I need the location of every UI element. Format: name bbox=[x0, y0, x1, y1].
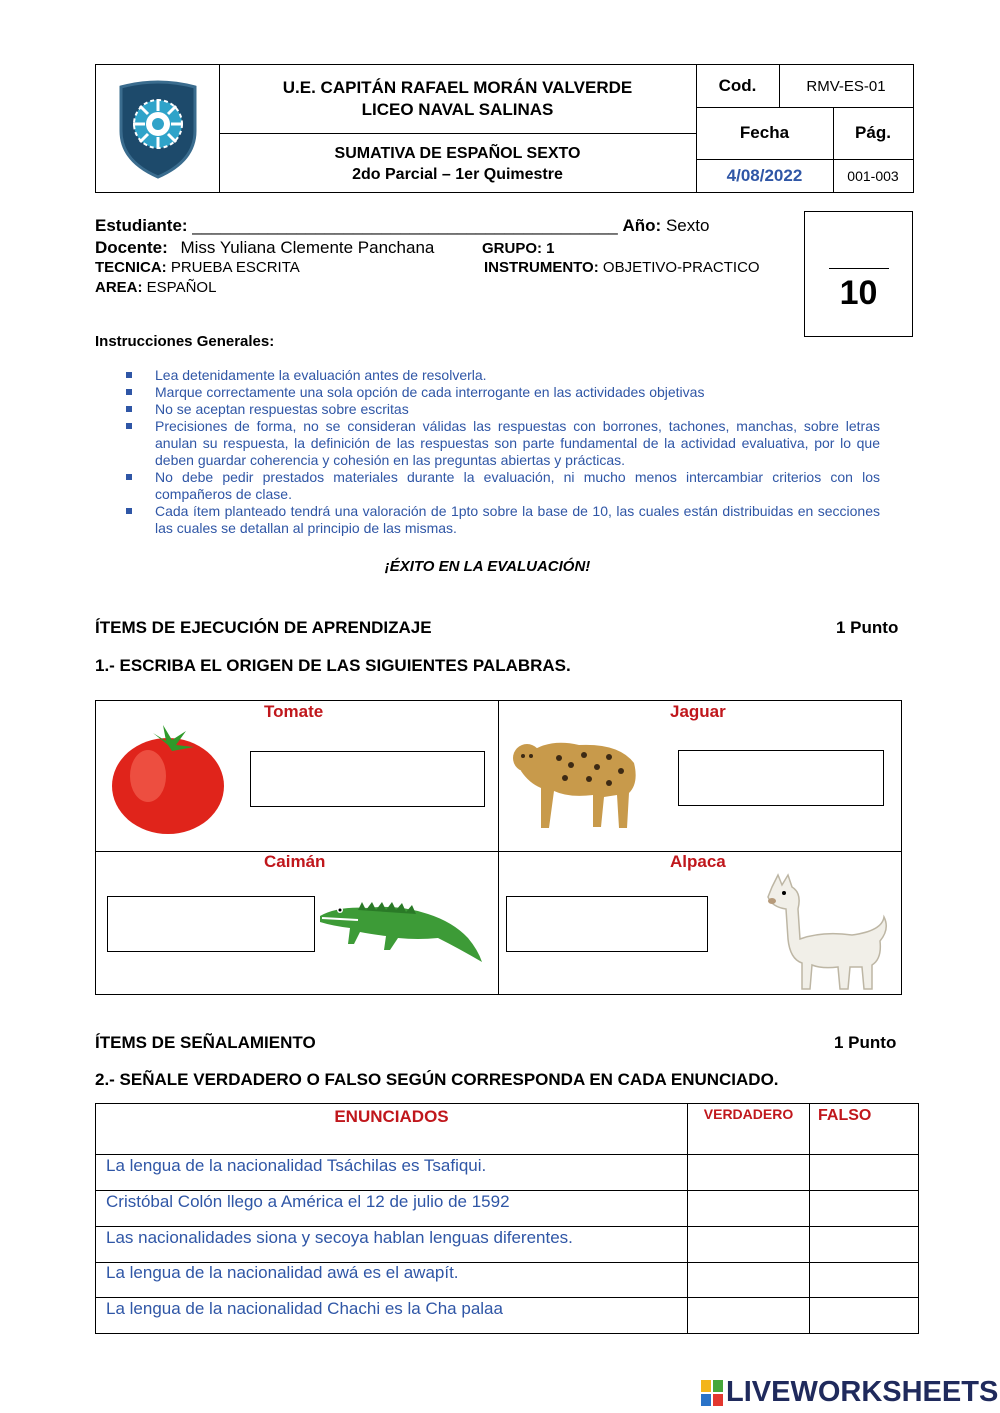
crocodile-icon bbox=[318, 888, 484, 966]
area-value: ESPAÑOL bbox=[146, 279, 217, 296]
verdadero-cell-4[interactable] bbox=[688, 1263, 809, 1297]
grade-box bbox=[804, 211, 913, 337]
tecnica-label: TECNICA: bbox=[95, 259, 167, 276]
true-false-table bbox=[95, 1103, 919, 1334]
instructions-list bbox=[155, 367, 880, 537]
logo-cell bbox=[96, 65, 219, 192]
grupo-value: 1 bbox=[546, 240, 555, 257]
tecnica-value: PRUEBA ESCRITA bbox=[170, 259, 300, 276]
instructions-title: Instrucciones Generales: bbox=[95, 333, 275, 350]
jaguar-icon bbox=[509, 723, 647, 833]
header-falso: FALSO bbox=[818, 1107, 872, 1124]
answer-box-alpaca[interactable] bbox=[506, 896, 708, 952]
school-line-1: U.E. CAPITÁN RAFAEL MORÁN VALVERDE bbox=[282, 78, 633, 97]
exam-line-1: SUMATIVA DE ESPAÑOL SEXTO bbox=[334, 145, 581, 162]
falso-cell-2[interactable] bbox=[810, 1191, 918, 1226]
grade-score-line[interactable] bbox=[829, 268, 889, 269]
section1-points: 1 Punto bbox=[836, 618, 899, 637]
word-jaguar: Jaguar bbox=[670, 702, 726, 721]
estudiante-row bbox=[95, 216, 709, 236]
pag-label: Pág. bbox=[855, 123, 891, 142]
grupo-field bbox=[482, 240, 555, 257]
instruction-item: Lea detenidamente la evaluación antes de resolverla. bbox=[155, 367, 880, 384]
header-verdadero: VERDADERO bbox=[703, 1106, 794, 1122]
instruction-item: No debe pedir prestados materiales durante la evaluación, ni mucho menos intercambiar criterios con los compañeros de clase. bbox=[155, 469, 880, 503]
word-caiman: Caimán bbox=[264, 852, 326, 871]
instruction-item: No se aceptan respuestas sobre escritas bbox=[155, 401, 880, 418]
falso-cell-1[interactable] bbox=[810, 1155, 918, 1190]
pag-value: 001-003 bbox=[847, 167, 899, 184]
answer-box-caiman[interactable] bbox=[107, 896, 315, 952]
falso-cell-5[interactable] bbox=[810, 1298, 918, 1333]
instrumento-value: OBJETIVO-PRACTICO bbox=[602, 259, 760, 276]
falso-cell-4[interactable] bbox=[810, 1263, 918, 1297]
verdadero-cell-1[interactable] bbox=[688, 1155, 809, 1190]
estudiante-label: Estudiante: bbox=[95, 216, 188, 235]
tecnica-field bbox=[95, 259, 300, 276]
verdadero-cell-5[interactable] bbox=[688, 1298, 809, 1333]
instruction-item: Marque correctamente una sola opción de cada interrogante en las actividades objetivas bbox=[155, 384, 880, 401]
fecha-label: Fecha bbox=[739, 123, 790, 142]
verdadero-cell-2[interactable] bbox=[688, 1191, 809, 1226]
cod-value: RMV-ES-01 bbox=[806, 77, 886, 95]
answer-box-tomate[interactable] bbox=[250, 751, 485, 807]
grupo-label: GRUPO: bbox=[482, 240, 542, 257]
exam-title bbox=[219, 141, 696, 187]
motto: ¡ÉXITO EN LA EVALUACIÓN! bbox=[384, 558, 591, 575]
word-alpaca: Alpaca bbox=[670, 852, 726, 871]
anio-value: Sexto bbox=[665, 216, 710, 235]
falso-cell-3[interactable] bbox=[810, 1227, 918, 1262]
grade-max: 10 bbox=[839, 274, 878, 312]
docente-row bbox=[95, 238, 434, 258]
liveworksheets-logo-icon bbox=[700, 1378, 724, 1408]
answer-box-jaguar[interactable] bbox=[678, 750, 884, 806]
school-name bbox=[219, 75, 696, 123]
statement-5: La lengua de la nacionalidad Chachi es la Cha palaa bbox=[106, 1299, 503, 1318]
cod-label: Cod. bbox=[718, 76, 757, 95]
instrumento-label: INSTRUMENTO: bbox=[484, 259, 599, 276]
section2-question: 2.- SEÑALE VERDADERO O FALSO SEGÚN CORRESPONDA EN CADA ENUNCIADO. bbox=[95, 1070, 779, 1089]
docente-label: Docente: bbox=[95, 238, 168, 257]
liveworksheets-brand bbox=[700, 1376, 998, 1409]
school-shield-logo bbox=[117, 79, 199, 179]
header-enunciados: ENUNCIADOS bbox=[334, 1107, 449, 1126]
section2-title: ÍTEMS DE SEÑALAMIENTO bbox=[95, 1033, 316, 1052]
area-field bbox=[95, 279, 216, 296]
word-tomate: Tomate bbox=[264, 702, 324, 721]
instruction-item: Cada ítem planteado tendrá una valoración de 1pto sobre la base de 10, las cuales están distribuidas en secciones las cuales se detallan al principio de las mismas. bbox=[155, 503, 880, 537]
instrumento-field bbox=[484, 259, 760, 276]
statement-2: Cristóbal Colón llego a América el 12 de julio de 1592 bbox=[106, 1192, 510, 1211]
school-line-2: LICEO NAVAL SALINAS bbox=[361, 100, 554, 119]
brand-text: LIVEWORKSHEETS bbox=[726, 1376, 999, 1408]
header-table bbox=[95, 64, 914, 193]
verdadero-cell-3[interactable] bbox=[688, 1227, 809, 1262]
statement-1: La lengua de la nacionalidad Tsáchilas es Tsafiqui. bbox=[106, 1156, 487, 1175]
exam-line-2: 2do Parcial – 1er Quimestre bbox=[352, 166, 563, 183]
statement-3: Las nacionalidades siona y secoya hablan lenguas diferentes. bbox=[106, 1228, 573, 1247]
alpaca-icon bbox=[762, 869, 892, 993]
words-grid bbox=[95, 700, 902, 995]
fecha-value: 4/08/2022 bbox=[726, 165, 803, 185]
anio-label: Año: bbox=[622, 216, 662, 235]
statement-4: La lengua de la nacionalidad awá es el awapít. bbox=[106, 1263, 459, 1282]
estudiante-input[interactable]: _____________________________________________ bbox=[192, 216, 618, 235]
section1-question: 1.- ESCRIBA EL ORIGEN DE LAS SIGUIENTES PALABRAS. bbox=[95, 656, 571, 675]
instruction-item: Precisiones de forma, no se consideran válidas las respuestas con borrones, tachones, manchas, sobre letras anulan su respuesta, la definición de las respuestas son parte fundamental de la actividad evaluativa, por lo que deben guardar coherencia y cohesión en las preguntas abiertas y prácticas. bbox=[155, 418, 880, 469]
docente-value: Miss Yuliana Clemente Panchana bbox=[180, 238, 435, 257]
area-label: AREA: bbox=[95, 279, 143, 296]
section1-title: ÍTEMS DE EJECUCIÓN DE APRENDIZAJE bbox=[95, 618, 432, 637]
tomato-icon bbox=[108, 721, 228, 836]
section2-points: 1 Punto bbox=[834, 1033, 897, 1052]
